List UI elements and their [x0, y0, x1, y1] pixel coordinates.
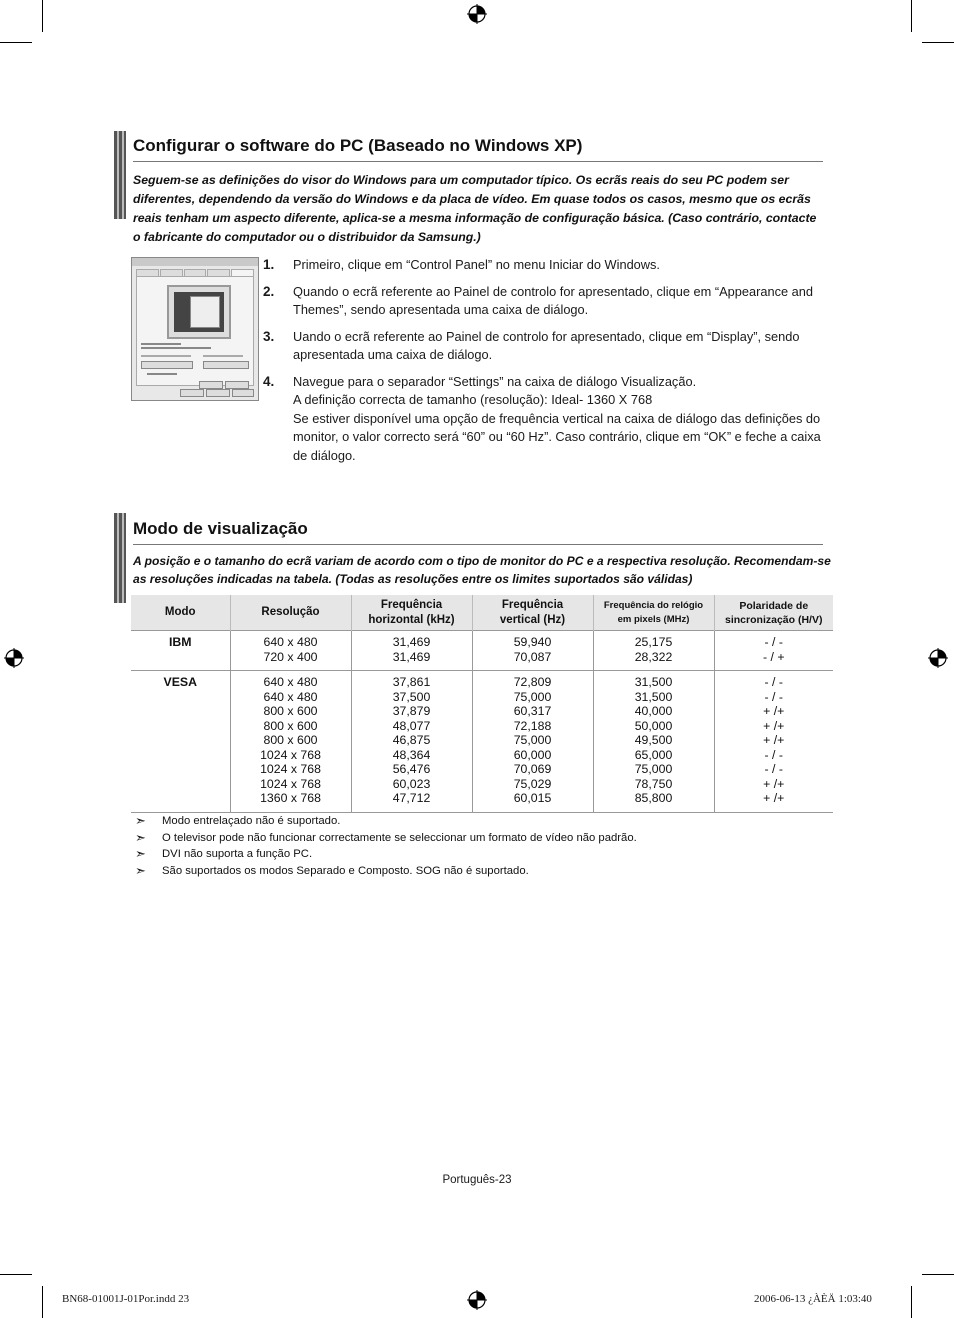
cell-value: 75,000: [513, 733, 552, 747]
registration-mark-icon: [467, 4, 487, 24]
arrow-icon: ➣: [135, 813, 146, 828]
cell-value: 800 x 600: [263, 704, 318, 718]
note-text: São suportados os modos Separado e Composto. SOG não é suportado.: [162, 865, 529, 878]
steps-list: [263, 256, 823, 473]
cell-value: 49,500: [634, 733, 673, 747]
table-row: [131, 631, 833, 671]
col-header-resolution: Resolução: [230, 595, 351, 631]
section-title: Configurar o software do PC (Baseado no Windows XP): [133, 136, 583, 155]
cell-mode: [131, 671, 230, 813]
step-number: 3.: [263, 328, 275, 344]
cell-value: 46,875: [392, 733, 431, 747]
cell-value: - / -: [764, 747, 783, 762]
cell-value: + /+: [763, 704, 785, 718]
section-title: Modo de visualização: [133, 519, 308, 538]
note-text: Modo entrelaçado não é suportado.: [162, 815, 341, 827]
col-header-polarity: Polaridade de sincronização (H/V): [714, 595, 833, 631]
note-text: O televisor pode não funcionar correctamente se seleccionar um formato de vídeo não padrão.: [162, 831, 637, 844]
cell-value: 59,940: [513, 635, 552, 649]
cell-value: IBM: [168, 635, 192, 649]
cell-value: 31,500: [634, 689, 673, 704]
cell-value: 1360 x 768: [260, 791, 321, 805]
cell-value: 75,000: [513, 689, 552, 704]
cell-value: 720 x 400: [263, 649, 318, 664]
step-text: Se estiver disponível uma opção de frequência vertical na caixa de diálogo das definições do monitor, o valor correcto será “60” ou “60 Hz”. Caso contrário, clique em “OK” e feche a caixa de diálogo.: [293, 410, 821, 463]
cell-polarity: [714, 671, 833, 813]
cell-value: 78,750: [634, 776, 673, 791]
cell-value: 800 x 600: [263, 718, 318, 733]
file-slug: BN68-01001J-01Por.indd 23: [62, 1293, 190, 1305]
col-header-vfreq: Frequência vertical (Hz): [472, 595, 593, 631]
step-text: Quando o ecrã referente ao Painel de controlo for apresentado, clique em “Appearance and Themes”, sendo apresentada uma caixa de diálogo.: [293, 283, 814, 317]
cell-value: 60,015: [513, 791, 552, 805]
table-header-row: [131, 595, 833, 631]
table-row: [131, 671, 833, 813]
cell-value: 40,000: [634, 704, 673, 718]
cell-value: 85,800: [634, 791, 673, 805]
title-rule: [133, 161, 823, 162]
cell-value: - / -: [764, 762, 783, 776]
page-number: Português-23: [442, 1174, 512, 1186]
monitor-preview-icon: [167, 285, 231, 339]
cell-value: 37,861: [392, 675, 431, 689]
cell-pixel-clock: [593, 631, 714, 671]
col-header-mode: Modo: [131, 595, 230, 631]
dialog-panel: [136, 276, 254, 386]
step-number: 2.: [263, 283, 275, 299]
note-item: [135, 863, 637, 880]
step-text-group: [293, 373, 823, 466]
registration-mark-icon: [467, 1290, 487, 1310]
cell-resolution: [230, 671, 351, 813]
note-text: DVI não suporta a função PC.: [162, 848, 313, 861]
cell-value: 28,322: [634, 649, 673, 664]
cell-value: 800 x 600: [263, 733, 318, 747]
cell-value: 65,000: [634, 747, 673, 762]
cell-value: 31,500: [634, 675, 673, 689]
cell-vfreq: [472, 671, 593, 813]
step-item: [263, 256, 823, 275]
cell-value: - / -: [764, 635, 783, 649]
cell-value: 56,476: [392, 762, 431, 776]
note-item: [135, 830, 637, 847]
section-marker-bar: [114, 513, 126, 603]
cell-value: 1024 x 768: [260, 762, 321, 776]
step-item: [263, 373, 823, 466]
cell-value: + /+: [763, 791, 785, 805]
crop-mark: [0, 1274, 32, 1275]
step-text: A definição correcta de tamanho (resolução): Ideal- 1360 X 768: [293, 392, 653, 407]
crop-mark: [0, 42, 32, 43]
step-text: Primeiro, clique em “Control Panel” no menu Iniciar do Windows.: [293, 257, 660, 272]
col-header-pixel-clock: Frequência do relógio em pixels (MHz): [593, 595, 714, 631]
cell-pixel-clock: [593, 671, 714, 813]
cell-value: 48,364: [392, 747, 431, 762]
arrow-icon: ➣: [135, 863, 146, 879]
crop-mark: [922, 1274, 954, 1275]
crop-mark: [911, 1286, 912, 1318]
notes-list: [135, 813, 637, 880]
cell-value: 72,809: [513, 675, 552, 689]
cell-value: 640 x 480: [263, 635, 318, 649]
cell-value: 60,000: [513, 747, 552, 762]
arrow-icon: ➣: [135, 829, 146, 845]
cell-value: 31,469: [392, 635, 431, 649]
step-item: [263, 283, 823, 320]
cell-value: 25,175: [634, 635, 673, 649]
cell-value: 37,500: [392, 689, 431, 704]
registration-mark-icon: [4, 648, 24, 668]
col-header-hfreq: Frequência horizontal (kHz): [351, 595, 472, 631]
cell-value: - / -: [764, 675, 783, 689]
cell-value: 75,029: [513, 776, 552, 791]
date-slug: 2006-06-13 ¿ÀÈÄ 1:03:40: [754, 1293, 872, 1305]
cell-value: 640 x 480: [263, 689, 318, 704]
section-intro: A posição e o tamanho do ecrã variam de acordo com o tipo de monitor do PC e a respectiva resolução. Recomendam-se as resoluções indicadas na tabela. (Todas as resoluções entre os limites suportados são válidas): [133, 554, 831, 586]
cell-value: + /+: [763, 718, 785, 733]
display-properties-screenshot: [131, 257, 259, 401]
cell-polarity: [714, 631, 833, 671]
cell-mode: [131, 631, 230, 671]
arrow-icon: ➣: [135, 846, 146, 862]
note-item: [135, 813, 637, 830]
note-item: [135, 846, 637, 863]
cell-value: 50,000: [634, 718, 673, 733]
dialog-titlebar: [132, 258, 258, 266]
cell-value: + /+: [763, 776, 785, 791]
cell-value: 70,069: [513, 762, 552, 776]
cell-value: - / -: [764, 689, 783, 704]
crop-mark: [42, 1286, 43, 1318]
crop-mark: [911, 0, 912, 32]
cell-hfreq: [351, 671, 472, 813]
title-rule: [133, 544, 823, 545]
cell-value: 37,879: [392, 704, 431, 718]
cell-value: 60,317: [513, 704, 552, 718]
cell-resolution: [230, 631, 351, 671]
cell-value: 640 x 480: [263, 675, 318, 689]
cell-value: 1024 x 768: [260, 776, 321, 791]
step-number: 1.: [263, 257, 275, 272]
step-item: [263, 328, 823, 365]
cell-value: + /+: [763, 733, 785, 747]
cell-value: 72,188: [513, 718, 552, 733]
registration-mark-icon: [928, 648, 948, 668]
crop-mark: [922, 42, 954, 43]
section-intro: Seguem-se as definições do visor do Windows para um computador típico. Os ecrãs reais do seu PC podem ser diferentes, dependendo da versão do Windows e da placa de vídeo. Em quase todos os casos, mesmo que os ecrãs reais tenham um aspecto diferente, aplica-se a mesma informação de configuração básica. (Caso contrário, contacte o fabricante do computador ou o distribuidor da Samsung.): [133, 173, 817, 244]
cell-hfreq: [351, 631, 472, 671]
cell-value: 1024 x 768: [260, 747, 321, 762]
display-modes-table: [131, 595, 833, 813]
step-text: Navegue para o separador “Settings” na caixa de diálogo Visualização.: [293, 373, 697, 389]
cell-value: 48,077: [392, 718, 431, 733]
cell-vfreq: [472, 631, 593, 671]
cell-value: VESA: [163, 675, 197, 689]
cell-value: 70,087: [513, 649, 552, 664]
section-marker-bar: [114, 131, 126, 219]
step-text: Uando o ecrã referente ao Painel de controlo for apresentado, clique em “Display”, sendo apresentada uma caixa de diálogo.: [293, 328, 800, 362]
cell-value: 31,469: [392, 649, 431, 664]
cell-value: 75,000: [634, 762, 673, 776]
crop-mark: [42, 0, 43, 32]
cell-value: - / +: [762, 649, 785, 664]
cell-value: 60,023: [392, 776, 431, 791]
cell-value: 47,712: [392, 791, 431, 805]
step-number: 4.: [263, 373, 275, 389]
